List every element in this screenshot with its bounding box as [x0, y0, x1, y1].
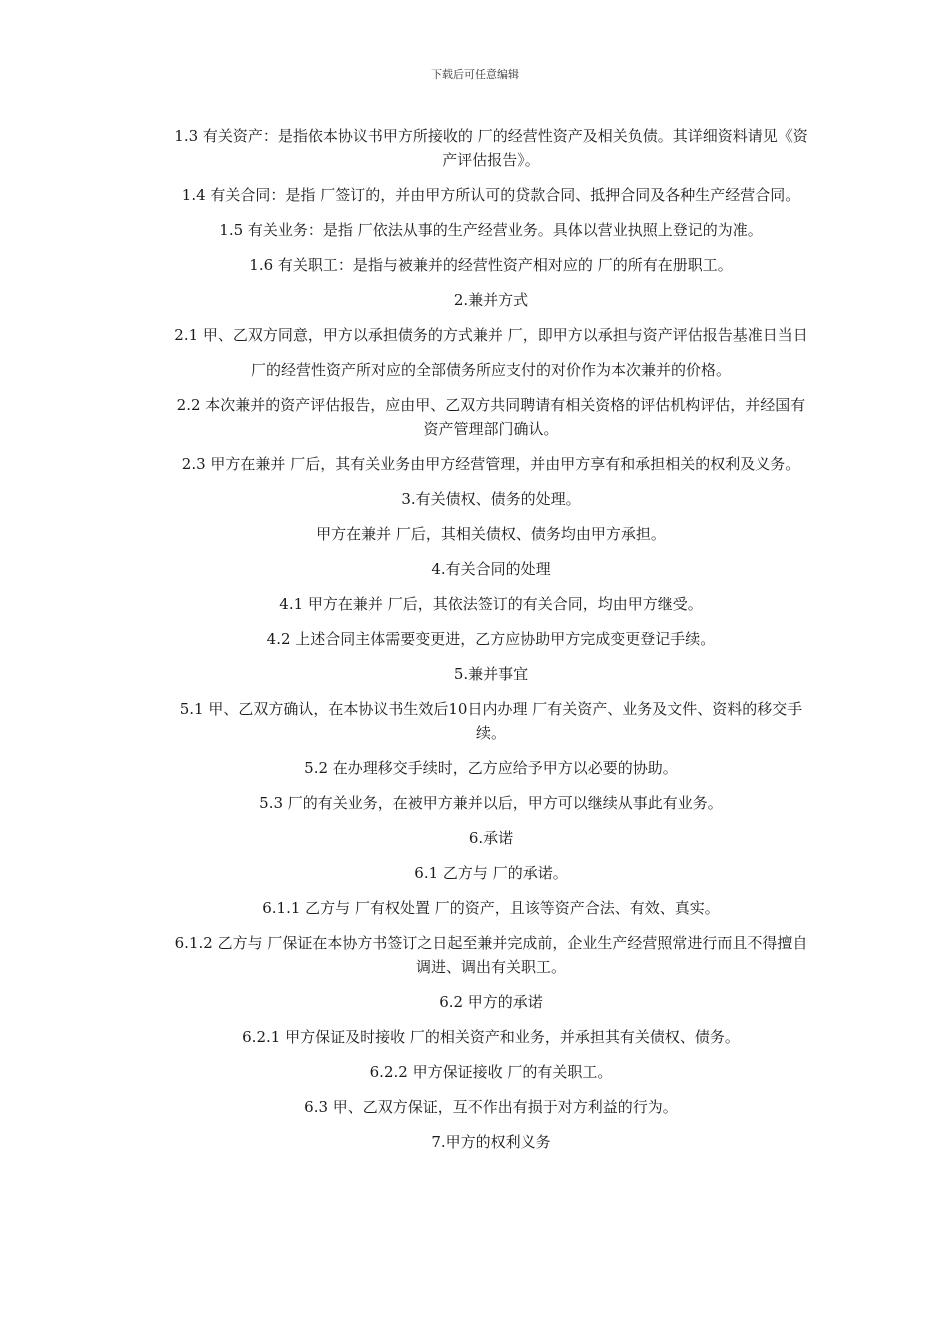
section-heading: 6.承诺: [468, 829, 514, 847]
paragraph: 4.1 甲方在兼并 厂后，其依法签订的有关合同，均由甲方继受。: [279, 595, 703, 613]
paragraph: 2.3 甲方在兼并 厂后，其有关业务由甲方经营管理，并由甲方享有和承担相关的权利及义务。: [181, 455, 801, 473]
section-heading: 2.兼并方式: [453, 291, 529, 309]
paragraph: 6.1.2 乙方与 厂保证在本协方书签订之日起至兼并完成前，企业生产经营照常进行而且不得擅自调进、调出有关职工。: [174, 934, 808, 976]
section-heading: 4.有关合同的处理: [431, 560, 551, 578]
paragraph: 6.1.1 乙方与 厂有权处置 厂的资产，且该等资产合法、有效、真实。: [262, 899, 720, 917]
paragraph: 1.5 有关业务：是指 厂依法从事的生产经营业务。具体以营业执照上登记的为准。: [219, 221, 763, 239]
document-body: [172, 124, 810, 1165]
section-heading: 3.有关债权、债务的处理。: [401, 490, 581, 508]
paragraph: 5.2 在办理移交手续时，乙方应给予甲方以必要的协助。: [304, 759, 678, 777]
paragraph: 6.2.2 甲方保证接收 厂的有关职工。: [369, 1063, 613, 1081]
section-heading: 5.兼并事宜: [453, 665, 529, 683]
paragraph: 6.2 甲方的承诺: [439, 993, 543, 1011]
paragraph: 1.6 有关职工：是指与被兼并的经营性资产相对应的 厂的所有在册职工。: [249, 256, 733, 274]
section-heading: 7.甲方的权利义务: [431, 1133, 551, 1151]
paragraph: 2.2 本次兼并的资产评估报告，应由甲、乙双方共同聘请有相关资格的评估机构评估，并经国有资产管理部门确认。: [176, 396, 806, 438]
paragraph: 2.1 甲、乙双方同意，甲方以承担债务的方式兼并 厂，即甲方以承担与资产评估报告基准日当日: [174, 326, 808, 344]
paragraph: 6.1 乙方与 厂的承诺。: [414, 864, 568, 882]
paragraph: 5.1 甲、乙双方确认，在本协议书生效后10日内办理 厂有关资产、业务及文件、资料的移交手续。: [179, 700, 803, 742]
paragraph: 5.3 厂的有关业务，在被甲方兼并以后，甲方可以继续从事此有业务。: [259, 794, 723, 812]
paragraph: 1.3 有关资产：是指依本协议书甲方所接收的 厂的经营性资产及相关负债。其详细资料请见《资产评估报告》。: [174, 127, 808, 169]
page-header: 下载后可任意编辑: [431, 68, 519, 81]
paragraph: 甲方在兼并 厂后，其相关债权、债务均由甲方承担。: [316, 525, 666, 543]
paragraph: 1.4 有关合同：是指 厂签订的，并由甲方所认可的贷款合同、抵押合同及各种生产经营合同。: [181, 186, 801, 204]
paragraph: 厂的经营性资产所对应的全部债务所应支付的对价作为本次兼并的价格。: [250, 361, 731, 379]
paragraph: 6.3 甲、乙双方保证，互不作出有损于对方利益的行为。: [304, 1098, 678, 1116]
paragraph: 6.2.1 甲方保证及时接收 厂的相关资产和业务，并承担其有关债权、债务。: [242, 1028, 740, 1046]
paragraph: 4.2 上述合同主体需要变更进，乙方应协助甲方完成变更登记手续。: [266, 630, 716, 648]
